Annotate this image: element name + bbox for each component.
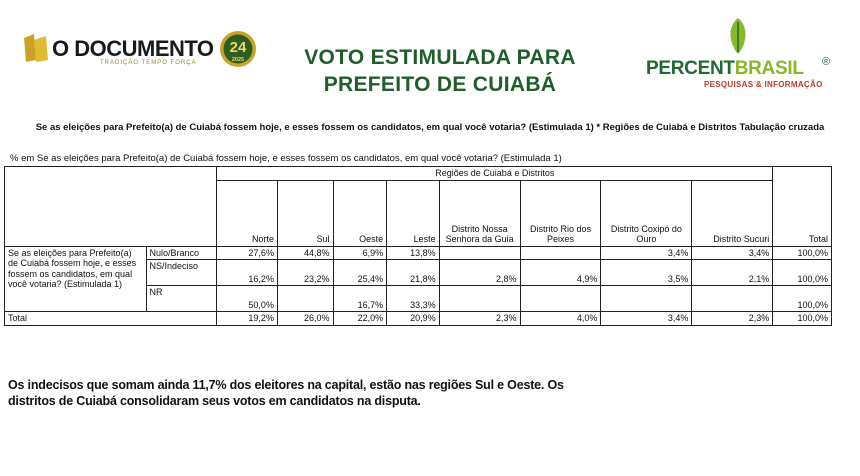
cell: 3,5%	[601, 260, 692, 286]
group-header: Regiões de Cuiabá e Distritos	[217, 167, 773, 181]
cell: 2,1%	[692, 260, 773, 286]
leaf-icon	[726, 16, 750, 56]
cell	[439, 286, 520, 312]
row-group-label: Se as eleições para Prefeito(a) de Cuiabá fossem hoje, e esses fossem os candidatos, em qual você votaria? (Estimulada 1)	[5, 246, 147, 312]
logo-brand	[646, 58, 804, 80]
o-documento-logo	[22, 30, 247, 74]
cell: 2,3%	[439, 312, 520, 326]
col-header-oeste: Oeste	[333, 180, 387, 246]
col-header-sul: Sul	[277, 180, 333, 246]
total-label: Total	[5, 312, 217, 326]
col-header-leste: Leste	[387, 180, 440, 246]
cell: 3,4%	[692, 246, 773, 260]
percent-label: % em Se as eleições para Prefeito(a) de Cuiabá fossem hoje, e esses fossem os candidatos, em qual você votaria? (Estimulada 1)	[10, 153, 562, 164]
cell: 100,0%	[773, 246, 832, 260]
cell: 50,0%	[217, 286, 278, 312]
row-label: NS/Indeciso	[146, 260, 217, 286]
cell: 44,8%	[277, 246, 333, 260]
page-title	[250, 44, 630, 98]
cell: 4,9%	[520, 260, 601, 286]
cell	[692, 286, 773, 312]
cell: 25,4%	[333, 260, 387, 286]
col-header-norte: Norte	[217, 180, 278, 246]
cell: 16,2%	[217, 260, 278, 286]
total-row	[5, 312, 832, 326]
logo-tagline: TRADIÇÃO TEMPO FORÇA	[100, 60, 197, 66]
cell: 21,8%	[387, 260, 440, 286]
cell	[601, 286, 692, 312]
corner-cell	[5, 167, 217, 247]
col-header-rio-dos-peixes: Distrito Rio dos Peixes	[520, 180, 601, 246]
logo-brand-text: O DOCUMENTO	[52, 36, 214, 61]
row-label: NR	[146, 286, 217, 312]
registered-mark: ®	[822, 56, 831, 68]
col-header-total: Total	[773, 167, 832, 247]
cell: 26,0%	[277, 312, 333, 326]
percent-brasil-logo	[640, 16, 840, 89]
badge-number: 24	[229, 39, 247, 56]
title-line-1: VOTO ESTIMULADA PARA	[304, 46, 576, 69]
cell: 22,0%	[333, 312, 387, 326]
col-header-sucuri: Distrito Sucuri	[692, 180, 773, 246]
badge-year: 2025	[231, 57, 245, 63]
cell: 2,8%	[439, 260, 520, 286]
col-header-coxipo-do-ouro: Distrito Coxipó do Ouro	[601, 180, 692, 246]
cell: 100,0%	[773, 286, 832, 312]
cell	[439, 246, 520, 260]
cell	[520, 286, 601, 312]
cell: 13,8%	[387, 246, 440, 260]
cell: 2,3%	[692, 312, 773, 326]
table-question: Se as eleições para Prefeito(a) de Cuiabá fossem hoje, e esses fossem os candidatos, em qual você votaria? (Estimulada 1) * Regiões de Cuiabá e Distritos Tabulação cruzada	[35, 122, 825, 133]
cell: 23,2%	[277, 260, 333, 286]
logo-mark-icon	[22, 34, 52, 64]
cell	[277, 286, 333, 312]
cell: 20,9%	[387, 312, 440, 326]
brand-part-2: BRASIL	[734, 58, 804, 79]
cell: 3,4%	[601, 246, 692, 260]
cell: 16,7%	[333, 286, 387, 312]
header-row-group	[5, 167, 832, 181]
cell: 27,6%	[217, 246, 278, 260]
table-row	[5, 246, 832, 260]
cell: 33,3%	[387, 286, 440, 312]
cell: 19,2%	[217, 312, 278, 326]
crosstab-table	[4, 166, 832, 326]
cell: 3,4%	[601, 312, 692, 326]
cell: 100,0%	[773, 260, 832, 286]
title-line-2: PREFEITO DE CUIABÁ	[323, 73, 557, 96]
col-header-nossa-senhora-da-guia: Distrito Nossa Senhora da Guia	[439, 180, 520, 246]
cell: 6,9%	[333, 246, 387, 260]
cell	[520, 246, 601, 260]
logo-subtitle: PESQUISAS & INFORMAÇÃO	[704, 80, 823, 89]
brand-part-1: PERCENT	[646, 58, 735, 79]
cell: 100,0%	[773, 312, 832, 326]
analysis-comment: Os indecisos que somam ainda 11,7% dos eleitores na capital, estão nas regiões Sul e Oeste. Os distritos de Cuiabá consolidaram seus votos em candidatos na disputa.	[8, 378, 564, 408]
row-label: Nulo/Branco	[146, 246, 217, 260]
cell: 4,0%	[520, 312, 601, 326]
